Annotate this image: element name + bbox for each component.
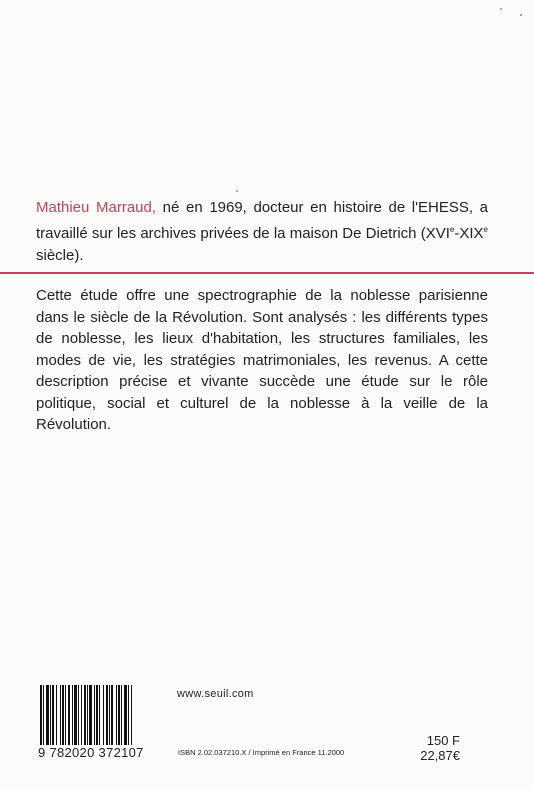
- price-francs: 150 F: [426, 733, 460, 748]
- barcode-bar: [116, 685, 117, 745]
- barcode-bar: [111, 685, 113, 745]
- dust-speck: [236, 190, 238, 192]
- book-description: Cette étude offre une spectrographie de la noblesse parisienne dans le siècle de la Révolution. Sont analysés : les différents types de noblesse, les lieux d'habitation, les structures familiales, les modes de vie, les stratégies matrimoniales, les revenus. A cette description précise et vivante succède une étude sur le rôle politique, social et culturel de la noblesse à la veille de la Révolution.: [36, 287, 488, 433]
- barcode-bar: [40, 685, 42, 745]
- barcode-bar: [68, 685, 70, 745]
- barcode-digits: 9 782020 372107: [38, 745, 144, 760]
- barcode-bar: [124, 685, 127, 745]
- barcode: [38, 685, 163, 745]
- barcode-bar: [56, 685, 57, 745]
- barcode-bar: [121, 685, 122, 745]
- barcode-bar: [87, 685, 88, 745]
- barcode-bar: [43, 685, 44, 745]
- barcode-bar: [84, 685, 86, 745]
- barcode-bar: [96, 685, 98, 745]
- bio-end: siècle).: [36, 247, 84, 264]
- barcode-bar: [65, 685, 66, 745]
- barcode-bar: [74, 685, 77, 745]
- barcode-bar: [103, 685, 104, 745]
- publisher-website: www.seuil.com: [177, 688, 254, 700]
- barcode-bar: [81, 685, 82, 745]
- isbn-line: ISBN 2.02.037210.X / Imprimé en France 11.2000: [178, 748, 345, 757]
- barcode-bar: [131, 685, 132, 745]
- dust-speck: [500, 8, 502, 10]
- barcode-bar: [50, 685, 51, 745]
- barcode-block: [38, 685, 166, 763]
- barcode-bar: [128, 685, 129, 745]
- bio-sup-2: e: [483, 225, 488, 234]
- bio-dash: -XIX: [454, 225, 484, 242]
- barcode-bar: [72, 685, 73, 745]
- author-bio: [36, 197, 488, 267]
- barcode-bar: [99, 685, 100, 745]
- price-euros: 22,87€: [420, 748, 460, 763]
- barcode-bar: [109, 685, 110, 745]
- dust-speck: [520, 14, 522, 16]
- barcode-bar: [94, 685, 95, 745]
- barcode-bar: [46, 685, 49, 745]
- bio-text: né en 1969, docteur en histoire de l'EHESS, a travaillé sur les archives privées de la maison De Dietrich (XVI: [36, 199, 488, 242]
- bio-sup-1: e: [449, 225, 455, 234]
- barcode-bar: [62, 685, 64, 745]
- barcode-bar: [89, 685, 92, 745]
- barcode-bar: [52, 685, 54, 745]
- author-name: Mathieu Marraud,: [36, 199, 157, 216]
- barcode-bar: [118, 685, 120, 745]
- barcode-bar: [106, 685, 108, 745]
- barcode-bar: [78, 685, 79, 745]
- section-divider: [0, 272, 534, 274]
- barcode-bar: [60, 685, 61, 745]
